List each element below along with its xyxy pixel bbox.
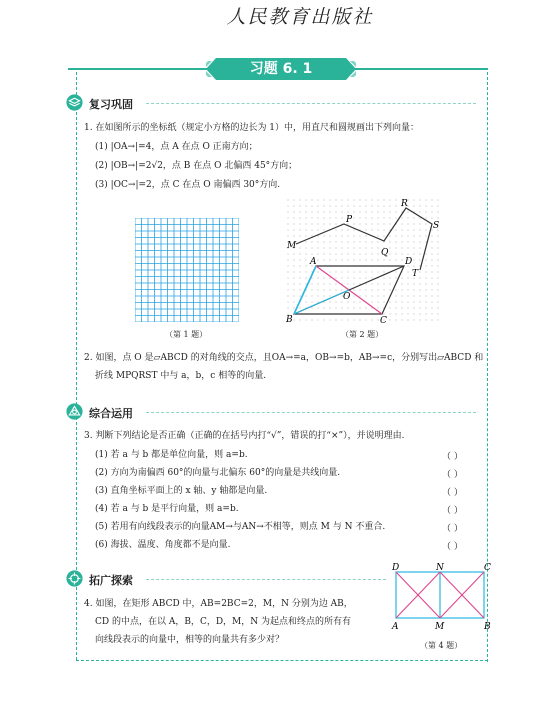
answer-bracket: （ ）: [442, 488, 463, 498]
answer-bracket: （ ）: [442, 542, 463, 552]
q1-item-1: (1) |OA→|=4，点 A 在点 O 正南方向；: [95, 142, 258, 152]
section-divider: [146, 103, 476, 104]
label-M: M: [287, 241, 297, 251]
figure-1-caption: （第 1 题）: [165, 330, 208, 339]
q3-stem: 3. 判断下列结论是否正确（正确的在括号内打“√”，错误的打“×”），并说明理由.: [84, 431, 405, 441]
label-C: C: [380, 316, 387, 324]
label-A: A: [392, 622, 399, 632]
bottom-dashed-border: [76, 660, 488, 661]
q3-item-6: (6) 海拔、温度、角度都不是向量.: [95, 540, 231, 550]
label-T: T: [412, 269, 419, 279]
q1-item-2: (2) |OB→|=2√2，点 B 在点 O 北偏西 45°方向；: [95, 161, 298, 171]
figure-4-caption: （第 4 题）: [420, 641, 463, 650]
q3-item-4: (4) 若 a 与 b 是平行向量，则 a=b.: [95, 504, 239, 514]
label-A: A: [310, 257, 317, 267]
q3-item-3: (3) 直角坐标平面上的 x 轴、y 轴都是向量.: [95, 486, 268, 496]
exercise-title: 习题 6. 1: [249, 61, 313, 77]
review-section-title: 复习巩固: [89, 98, 133, 111]
q4-line-3: 向线段表示的向量中，相等的向量共有多少对？: [95, 635, 285, 645]
q4-line-2: CD 的中点，在以 A，B，C，D，M，N 为起点和终点的所有有: [95, 617, 351, 627]
q4-line-1: 4. 如图，在矩形 ABCD 中，AB=2BC=2，M，N 分别为边 AB，: [84, 599, 353, 609]
answer-bracket: （ ）: [442, 452, 463, 462]
label-B: B: [286, 315, 293, 324]
comprehensive-section-icon: [66, 403, 83, 420]
label-M: M: [435, 622, 445, 632]
extension-section-title: 拓广探索: [89, 574, 133, 587]
label-N: N: [436, 563, 444, 573]
coordinate-grid-figure: [135, 218, 239, 322]
extension-section-icon: [66, 570, 83, 587]
section-divider: [146, 579, 386, 580]
review-section-icon: [66, 94, 83, 111]
rectangle-figure: [388, 562, 494, 634]
q3-item-2: (2) 方向为南偏西 60°的向量与北偏东 60°的向量是共线向量.: [95, 468, 341, 478]
label-R: R: [401, 199, 408, 209]
q1-item-3: (3) |OC→|=2，点 C 在点 O 南偏西 30°方向.: [95, 180, 281, 190]
q1-stem: 1. 在如图所示的坐标纸（规定小方格的边长为 1）中，用直尺和圆规画出下列向量：: [84, 123, 420, 133]
q3-item-5: (5) 若用有向线段表示的向量AM→与AN→不相等，则点 M 与 N 不重合.: [95, 522, 386, 532]
parallelogram-polyline-figure: [284, 196, 444, 324]
publisher-logo: 人民教育出版社: [226, 6, 374, 28]
label-Q: Q: [381, 248, 389, 258]
answer-bracket: （ ）: [442, 506, 463, 516]
answer-bracket: （ ）: [442, 524, 463, 534]
section-divider: [146, 412, 476, 413]
label-O: O: [343, 292, 351, 302]
figure-2-caption: （第 2 题）: [341, 330, 384, 339]
answer-bracket: （ ）: [442, 470, 463, 480]
q2-line-1: 2. 如图，点 O 是▱ABCD 的对角线的交点，且OA→=a，OB→=b，AB→=c，分别写出▱ABCD 和: [84, 353, 484, 363]
label-D: D: [405, 257, 413, 267]
label-D: D: [392, 563, 400, 573]
q3-item-1: (1) 若 a 与 b 都是单位向量，则 a=b.: [95, 450, 248, 460]
label-B: B: [484, 622, 491, 632]
label-S: S: [433, 221, 440, 231]
label-P: P: [346, 215, 353, 225]
comprehensive-section-title: 综合运用: [89, 407, 133, 420]
label-C: C: [484, 563, 491, 573]
q2-line-2: 折线 MPQRST 中与 a，b，c 相等的向量.: [95, 371, 267, 381]
